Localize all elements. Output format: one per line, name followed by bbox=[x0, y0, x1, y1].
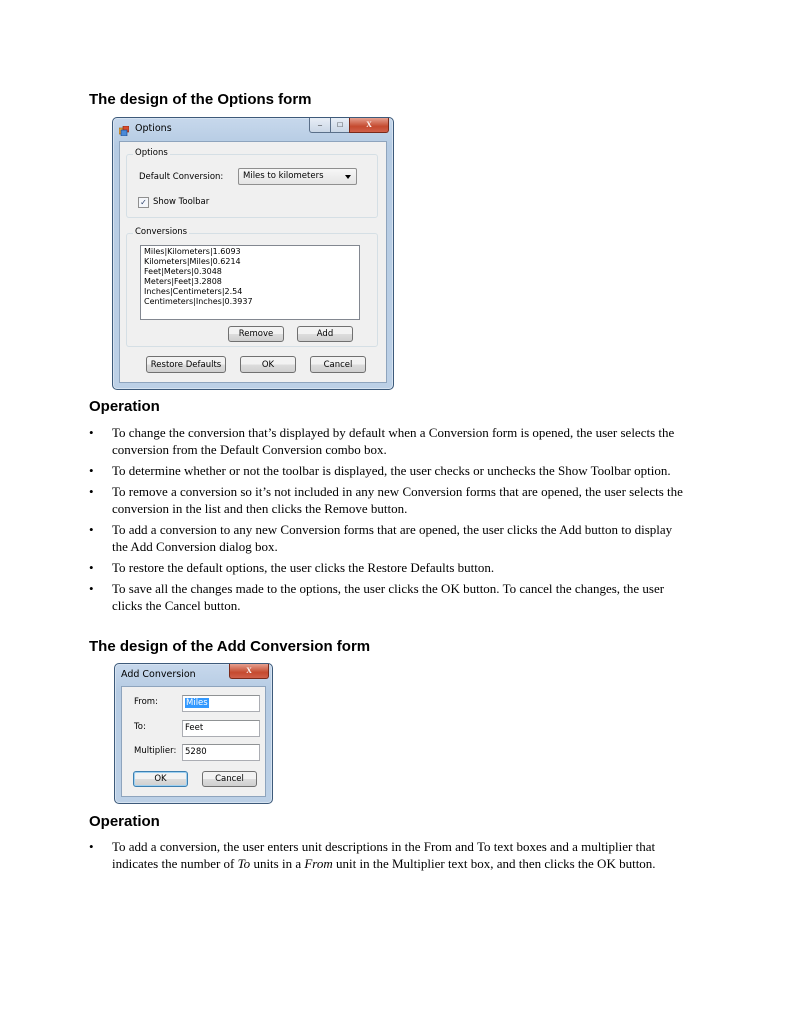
list-item[interactable]: Kilometers|Miles|0.6214 bbox=[144, 257, 241, 266]
operation-text: To determine whether or not the toolbar is displayed, the user checks or unchecks the Show Toolbar option. bbox=[112, 463, 671, 478]
show-toolbar-label[interactable]: Show Toolbar bbox=[153, 197, 210, 207]
operation-text: To change the conversion that’s displayed by default when a Conversion form is opened, the user selects the conversion from the Default Conversion combo box. bbox=[112, 425, 675, 457]
bullet-icon: • bbox=[89, 839, 94, 854]
options-design-heading: The design of the Options form bbox=[89, 91, 312, 108]
list-item[interactable]: Inches|Centimeters|2.54 bbox=[144, 287, 243, 296]
operation-heading-1: Operation bbox=[89, 398, 160, 415]
operation-text: To add a conversion to any new Conversion forms that are opened, the user clicks the Add button to display the Add Conversion dialog box. bbox=[112, 522, 673, 554]
chevron-down-icon bbox=[345, 175, 351, 179]
bullet-icon: • bbox=[89, 522, 94, 537]
multiplier-label: Multiplier: bbox=[134, 746, 177, 756]
minimize-button[interactable] bbox=[309, 118, 331, 133]
options-window bbox=[112, 117, 394, 390]
from-label: From: bbox=[134, 697, 158, 707]
operation-list-2 bbox=[89, 838, 689, 876]
operation-heading-2: Operation bbox=[89, 813, 160, 830]
list-item bbox=[89, 580, 689, 614]
from-value bbox=[185, 698, 209, 708]
conversions-listbox[interactable] bbox=[140, 245, 360, 320]
options-client-area bbox=[119, 141, 387, 383]
add-button[interactable]: Add bbox=[297, 326, 353, 342]
list-item[interactable]: Meters|Feet|3.2808 bbox=[144, 277, 222, 286]
maximize-button[interactable] bbox=[330, 118, 350, 133]
to-input[interactable] bbox=[182, 720, 260, 737]
options-window-title: Options bbox=[135, 123, 172, 134]
list-item bbox=[89, 483, 689, 517]
checkmark-icon: ✓ bbox=[140, 198, 147, 207]
conversions-groupbox bbox=[126, 227, 378, 347]
add-conversion-titlebar[interactable] bbox=[115, 664, 272, 686]
from-input[interactable] bbox=[182, 695, 260, 712]
bullet-icon: • bbox=[89, 484, 94, 499]
ok-button[interactable]: OK bbox=[240, 356, 296, 373]
operation-text-to: To bbox=[237, 856, 251, 871]
options-titlebar[interactable] bbox=[113, 118, 393, 140]
default-conversion-value: Miles to kilometers bbox=[243, 171, 324, 181]
operation-text-from: From bbox=[304, 856, 333, 871]
cancel-button[interactable]: Cancel bbox=[202, 771, 257, 787]
add-conversion-window-title: Add Conversion bbox=[121, 669, 196, 680]
list-item bbox=[89, 838, 689, 872]
operation-text-part2: units in a bbox=[250, 856, 305, 871]
operation-text-part1: To add a conversion, the user enters unit descriptions in the From and To text boxes and a multiplier that indicates the number of bbox=[112, 839, 656, 871]
restore-defaults-button[interactable]: Restore Defaults bbox=[146, 356, 226, 373]
close-button[interactable] bbox=[349, 118, 389, 133]
operation-text-part3: unit in the Multiplier text box, and then clicks the OK button. bbox=[332, 856, 656, 871]
from-value-selected: Miles bbox=[186, 698, 208, 708]
multiplier-input[interactable] bbox=[182, 744, 260, 761]
show-toolbar-checkbox[interactable] bbox=[138, 197, 149, 208]
list-item bbox=[89, 462, 689, 479]
add-conversion-client-area bbox=[121, 686, 266, 797]
close-icon: X bbox=[246, 666, 252, 675]
minimize-icon: – bbox=[318, 120, 322, 129]
form-icon bbox=[119, 123, 129, 133]
operation-text: To restore the default options, the user clicks the Restore Defaults button. bbox=[112, 560, 495, 575]
bullet-icon: • bbox=[89, 425, 94, 440]
ok-button[interactable]: OK bbox=[133, 771, 188, 787]
close-button[interactable] bbox=[229, 664, 269, 679]
to-value: Feet bbox=[185, 723, 204, 733]
list-item[interactable]: Miles|Kilometers|1.6093 bbox=[144, 247, 241, 256]
operation-text: To remove a conversion so it’s not included in any new Conversion forms that are opened, the user selects the conversion in the list and then clicks the Remove button. bbox=[112, 484, 683, 516]
conversions-group-label: Conversions bbox=[135, 227, 188, 237]
bullet-icon: • bbox=[89, 581, 94, 596]
list-item[interactable]: Centimeters|Inches|0.3937 bbox=[144, 297, 253, 306]
default-conversion-combo[interactable] bbox=[238, 168, 357, 185]
to-label: To: bbox=[134, 722, 146, 732]
bullet-icon: • bbox=[89, 560, 94, 575]
list-item[interactable]: Feet|Meters|0.3048 bbox=[144, 267, 222, 276]
list-item bbox=[89, 521, 689, 555]
operation-list-1 bbox=[89, 424, 689, 618]
bullet-icon: • bbox=[89, 463, 94, 478]
default-conversion-label: Default Conversion: bbox=[139, 172, 224, 182]
options-groupbox bbox=[126, 148, 378, 218]
close-icon: X bbox=[366, 120, 372, 129]
list-item bbox=[89, 424, 689, 458]
maximize-icon: □ bbox=[337, 120, 343, 129]
add-conversion-window bbox=[114, 663, 273, 804]
cancel-button[interactable]: Cancel bbox=[310, 356, 366, 373]
operation-text: To save all the changes made to the options, the user clicks the OK button. To cancel the changes, the user clicks the Cancel button. bbox=[112, 581, 665, 613]
multiplier-value: 5280 bbox=[185, 747, 207, 757]
add-conversion-design-heading: The design of the Add Conversion form bbox=[89, 638, 371, 655]
list-item bbox=[89, 559, 689, 576]
remove-button[interactable]: Remove bbox=[228, 326, 284, 342]
options-group-label: Options bbox=[135, 148, 168, 158]
